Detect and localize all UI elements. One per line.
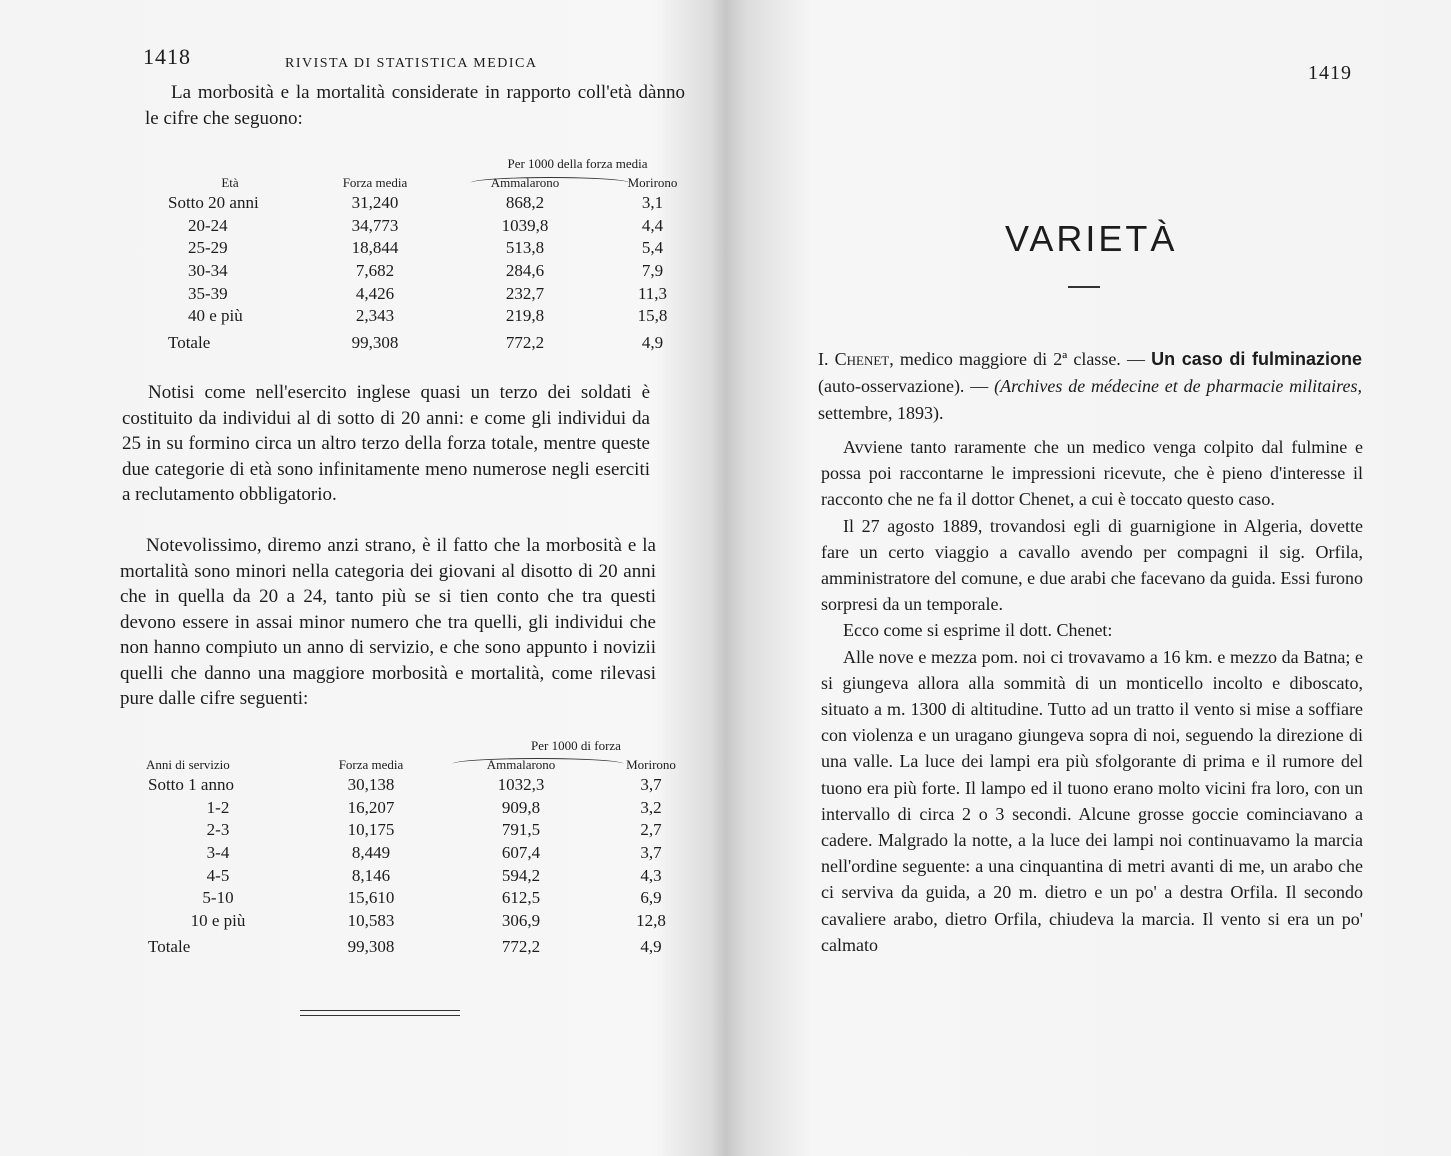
paragraph-text: Alle nove e mezza pom. noi ci trovavamo a 16 km. e mezzo da Batna; e si giungeva allora alla sommità di un monticello incolto e diboscato, situato a m. 1300 di altitudine. Tutto ad un tratto il vento si mise a soffiare con violenza e un uragano giungeva sopra di noi, seguendo la direzione di una valle. La luce dei lampi era più sfolgorante di prima e il rumore del tuono era più forte. Il lampo ed il tuono erano molto vicini fra loro, con un intervallo di circa 2 o 3 secondi. Alcune grosse goccie cominciavano a cadere. Malgrado la notte, a la luce dei lampi noi continuavamo la marcia nell'ordine seguente: a una cinquantina di metri avanti di me, un arabo che ci serviva da guida, a 20 m. dietro e un po' a destra Orfila. Il secondo cavaliere arabo, dietro Orfila, chiudeva la marcia. Il vento si era un po' calmato: [821, 646, 1363, 955]
cell: 607,4: [501, 843, 541, 863]
paragraph-text: Avviene tanto raramente che un medico venga colpito dal fulmine e possa poi raccontarne le impressioni ricevute, che è pieno d'interesse il racconto che ne fa il dottor Chenet, a cui è toccato questo caso.: [821, 437, 1363, 510]
article-body: [821, 434, 1363, 958]
cell: 34,773: [351, 215, 399, 235]
table-row: [160, 215, 705, 238]
table-service: [140, 736, 706, 959]
table-row: [160, 237, 705, 260]
cell: 8,146: [351, 865, 391, 885]
table-service-group-header: Per 1000 di forza: [531, 738, 621, 753]
cell: 219,8: [505, 306, 545, 326]
paragraph-text: Notisi come nell'esercito inglese quasi un terzo dei soldati è costituito da individui al di sotto di 20 anni: e come gli individui da 25 in su formino circa un altro terzo della forza totale, mentre queste due categorie di età sono infinitamente meno numerose negli eserciti a reclutamento obbligatorio.: [122, 382, 650, 505]
cell: 18,844: [351, 238, 399, 258]
table-total-row: [140, 932, 706, 959]
cell: 772,2: [501, 937, 541, 957]
cell: 2,7: [640, 820, 662, 840]
cell: 16,207: [347, 797, 395, 817]
body-paragraph-1: [122, 380, 650, 508]
table-age-col-eta: Età: [221, 175, 239, 190]
cell: 868,2: [505, 193, 545, 213]
cell: 15,8: [637, 306, 668, 326]
table-service-col-forza: Forza media: [338, 757, 404, 772]
cell: 1032,3: [497, 775, 545, 795]
paragraph-text: Il 27 agosto 1889, trovandosi egli di guarnigione in Algeria, dovette fare un certo viaggio a cavallo avendo per compagni il sig. Orfila, amministratore del comune, e due arabi che facevano da guida. Essi furono sorpresi da un temporale.: [821, 515, 1363, 615]
left-page: [0, 0, 725, 1156]
article-title: Un caso di fulminazione: [1151, 349, 1363, 369]
cell: 3,1: [641, 193, 664, 213]
page-number-left: 1418: [143, 44, 191, 69]
table-age-group-header: Per 1000 della forza media: [507, 156, 648, 171]
cell: 7,682: [355, 261, 395, 281]
cell: 513,8: [505, 238, 545, 258]
cell: 25-29: [188, 238, 228, 258]
cell: 4-5: [206, 865, 230, 885]
article-number: I.: [818, 349, 829, 369]
table-age-col-ammalarono: Ammalarono: [490, 175, 560, 190]
article-author-role: , medico maggiore di 2ª classe. —: [889, 349, 1145, 369]
table-row: [160, 305, 705, 328]
cell: 7,9: [641, 261, 664, 281]
table-row: [140, 842, 706, 865]
heading-dash: [1068, 286, 1100, 288]
table-service-col-morirono: Morirono: [626, 757, 676, 772]
cell: 4,4: [641, 215, 664, 235]
cell: 3,7: [640, 843, 662, 863]
table-age-col-forza: Forza media: [342, 175, 408, 190]
table-row: [160, 282, 705, 305]
cell: 3,7: [640, 775, 662, 795]
cell: 5,4: [641, 238, 664, 258]
article-source: (Archives de médecine et de pharmacie militaires,: [994, 376, 1363, 396]
cell: 6,9: [640, 888, 662, 908]
cell: 3,2: [640, 797, 662, 817]
paragraph-text: Notevolissimo, diremo anzi strano, è il fatto che la morbosità e la mortalità sono minori nella categoria dei giovani al disotto di 20 anni che in quella da 20 a 24, tanto più se si tien conto che tra questi devono essere in assai minor numero che tra quelli, gli individui che non hanno compiuto un anno di servizio, e che sono appunto i novizii quelli che danno una maggiore morbosità e mortalità, come rilevasi pure dalle cifre seguenti:: [120, 535, 656, 709]
article-citation: [818, 346, 1362, 427]
cell: 4,426: [355, 283, 395, 303]
table-row: [160, 192, 705, 215]
table-row: [160, 260, 705, 283]
table-row: [140, 819, 706, 842]
cell: 306,9: [501, 910, 541, 930]
cell: 99,308: [347, 937, 395, 957]
cell: 10,175: [347, 820, 395, 840]
cell: 40 e più: [188, 306, 243, 326]
table-row: [140, 864, 706, 887]
end-double-rule: [300, 1010, 460, 1016]
table-row: [140, 774, 706, 797]
cell: 909,8: [501, 797, 541, 817]
cell: 11,3: [637, 283, 668, 303]
cell: Totale: [168, 332, 211, 352]
table-row: [140, 797, 706, 820]
table-row: [140, 887, 706, 910]
cell: 8,449: [351, 843, 391, 863]
article-author: Chenet: [834, 349, 890, 369]
table-age-col-morirono: Morirono: [627, 175, 678, 190]
cell: 4,9: [640, 937, 662, 957]
intro-paragraph: [145, 80, 685, 131]
cell: 1-2: [206, 797, 230, 817]
cell: 594,2: [501, 865, 541, 885]
cell: 1039,8: [501, 215, 549, 235]
paragraph-text: Ecco come si esprime il dott. Chenet:: [843, 620, 1113, 641]
cell: 612,5: [501, 888, 541, 908]
cell: 772,2: [505, 332, 545, 352]
cell: 30,138: [347, 775, 395, 795]
table-total-row: [160, 328, 705, 355]
article-subtitle: (auto-osservazione). —: [818, 376, 989, 396]
cell: 5-10: [202, 888, 234, 908]
cell: 20-24: [188, 215, 228, 235]
cell: 4,3: [640, 865, 662, 885]
cell: 31,240: [351, 193, 399, 213]
section-heading: VARIETÀ: [1005, 218, 1178, 259]
table-age: [160, 154, 705, 354]
cell: Totale: [148, 937, 191, 957]
cell: 2-3: [206, 820, 230, 840]
cell: 791,5: [501, 820, 541, 840]
article-date: settembre, 1893).: [818, 403, 944, 423]
intro-text: La morbosità e la mortalità considerate in rapporto coll'età dànno le cifre che seguono:: [145, 82, 685, 129]
cell: 99,308: [351, 332, 399, 352]
cell: Sotto 20 anni: [168, 193, 259, 213]
cell: 30-34: [188, 261, 228, 281]
cell: 15,610: [347, 888, 395, 908]
cell: 284,6: [505, 261, 545, 281]
cell: 12,8: [636, 910, 666, 930]
body-paragraph-2: [120, 533, 656, 712]
cell: 4,9: [641, 332, 664, 352]
cell: 10,583: [347, 910, 395, 930]
cell: 10 e più: [190, 910, 246, 930]
table-service-col-ammalarono: Ammalarono: [486, 757, 556, 772]
cell: 2,343: [355, 306, 395, 326]
cell: 232,7: [505, 283, 545, 303]
cell: 3-4: [206, 843, 230, 863]
table-row: [140, 910, 706, 933]
page-number-right: 1419: [1308, 62, 1352, 84]
running-head: RIVISTA DI STATISTICA MEDICA: [285, 56, 538, 71]
cell: 35-39: [188, 283, 228, 303]
table-service-col-anni: Anni di servizio: [146, 757, 230, 772]
cell: Sotto 1 anno: [148, 775, 234, 795]
